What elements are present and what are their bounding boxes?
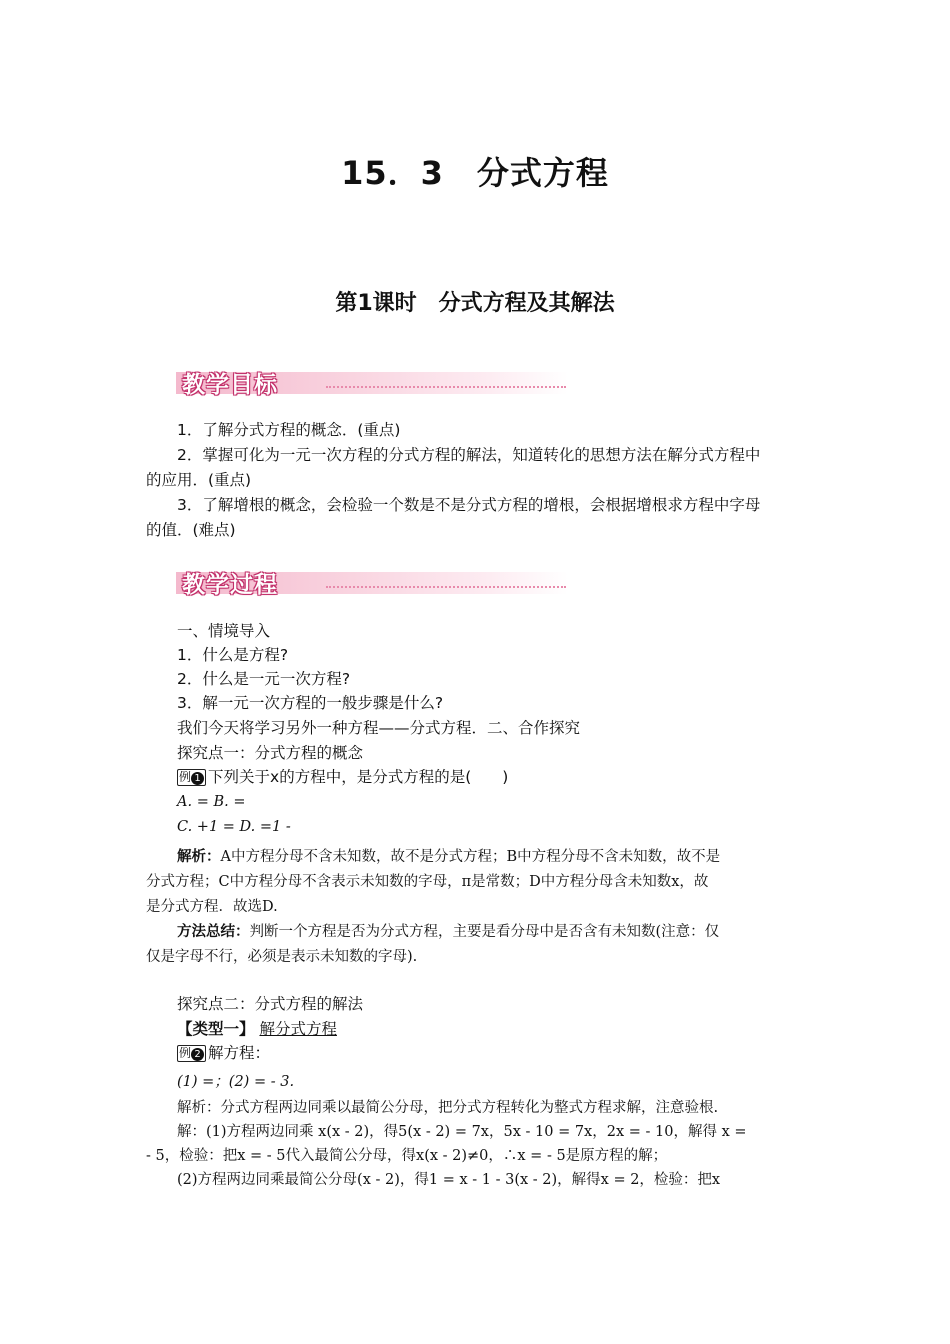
type-1-label: 【类型一】 (177, 1020, 255, 1038)
example-1-question-line (177, 767, 508, 787)
example-1-summary-line-2: 仅是字母不行，必须是表示未知数的字母). (146, 949, 418, 965)
summary-label: 方法总结： (177, 924, 250, 940)
intro-question-3: 3．解一元一次方程的一般步骤是什么? (177, 694, 444, 712)
lesson-subtitle: 第1课时 分式方程及其解法 (335, 291, 615, 316)
intro-heading: 一、情境导入 (177, 622, 271, 640)
goal-3: 3．了解增根的概念，会检验一个数是不是分式方程的增根，会根据增根求方程中字母 (177, 496, 761, 514)
point-2-heading: 探究点二：分式方程的解法 (177, 995, 364, 1013)
goal-2-cont: 的应用．(重点) (146, 471, 252, 489)
example-2-solution-line-3: (2)方程两边同乘最简公分母(x - 2)，得1 = x - 1 - 3(x - 2)，解得x = 2，检验：把x (177, 1172, 721, 1188)
intro-question-2: 2．什么是一元一次方程? (177, 670, 351, 688)
example-2-solution-line-1: 解：(1)方程两边同乘 x(x - 2)，得5(x - 2) = 7x，5x - 10 = 7x，2x = - 10，解得 x = (177, 1124, 747, 1140)
example-badge (177, 1045, 206, 1062)
banner-label: 教学目标 (182, 372, 278, 398)
example-2-parts: (1) =；(2) = - 3. (177, 1074, 295, 1090)
example-badge (177, 769, 206, 786)
example-1-question: 下列关于x的方程中，是分式方程的是( ) (208, 768, 509, 786)
analysis-label: 解析： (177, 849, 221, 865)
intro-question-1: 1．什么是方程? (177, 646, 289, 664)
example-2-analysis: 解析：分式方程两边同乘以最简公分母，把分式方程转化为整式方程求解，注意验根. (177, 1100, 719, 1116)
example-1-analysis-line-1 (177, 845, 720, 866)
goal-2: 2．掌握可化为一元一次方程的分式方程的解法，知道转化的思想方法在解分式方程中 (177, 446, 761, 464)
example-badge-label: 例 (179, 770, 192, 784)
analysis-text-1: A中方程分母不含未知数，故不是分式方程；B中方程分母不含未知数，故不是 (220, 849, 721, 865)
banner-dots (326, 386, 566, 390)
type-1-line (177, 1019, 337, 1039)
example-2-question: 解方程： (208, 1044, 271, 1062)
example-badge-number: 1 (191, 772, 204, 785)
example-1-summary-line-1 (177, 920, 719, 941)
example-1-options-cd: C. +1 = D. =1 - (177, 819, 291, 835)
example-badge-label: 例 (179, 1046, 192, 1060)
banner-label: 教学过程 (182, 572, 278, 598)
summary-text-1: 判断一个方程是否为分式方程，主要是看分母中是否含有未知数(注意：仅 (249, 924, 720, 940)
example-1-analysis-line-3: 是分式方程．故选D. (146, 899, 278, 915)
goal-1: 1．了解分式方程的概念．(重点) (177, 421, 401, 439)
intro-lead: 我们今天将学习另外一种方程——分式方程．二、合作探究 (177, 719, 581, 737)
banner-dots (326, 586, 566, 590)
section-banner-process (176, 566, 568, 596)
page-title: 15．3 分式方程 (341, 154, 609, 192)
example-badge-number: 2 (191, 1048, 204, 1061)
example-2-solution-line-2: - 5，检验：把x = - 5代入最简公分母，得x(x - 2)≠0，∴x = - 5是原方程的解； (146, 1148, 668, 1164)
example-1-options-ab: A. = B. = (177, 794, 246, 810)
example-2-question-line (177, 1043, 270, 1063)
type-1-title: 解分式方程 (259, 1020, 337, 1038)
example-1-analysis-line-2: 分式方程；C中方程分母不含表示未知数的字母，π是常数；D中方程分母含未知数x，故 (146, 874, 709, 890)
section-banner-goals (176, 366, 568, 396)
point-1-heading: 探究点一：分式方程的概念 (177, 744, 364, 762)
goal-3-cont: 的值．(难点) (146, 521, 236, 539)
